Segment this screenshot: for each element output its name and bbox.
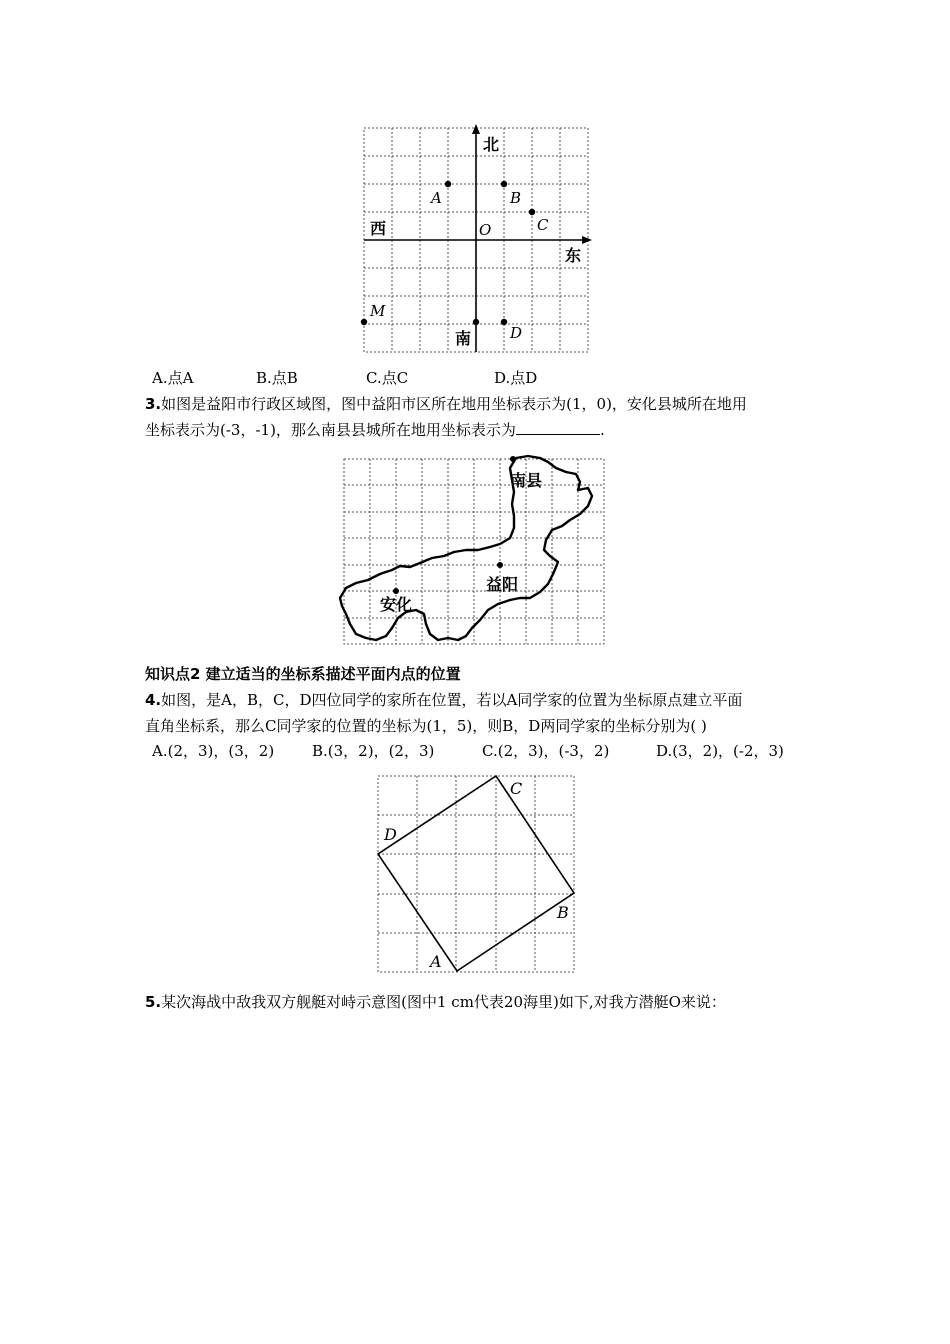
q3-line-1: 3.如图是益阳市行政区域图，图中益阳市区所在地用坐标表示为(1，0)，安化县城所在地用 [145,395,747,413]
answer-blank [516,419,600,435]
east-label: 东 [565,246,582,265]
anhua-label: 安化 [380,595,413,614]
q4-option-d: D.(3，2)，(-2，3) [656,742,784,760]
q2-option-d: D.点D [494,369,538,387]
q2-option-b: B.点B [256,369,298,387]
q4-option-c: C.(2，3)，(-3，2) [482,742,610,760]
point-c-label: C [537,216,549,234]
west-label: 西 [370,219,387,238]
yiyang-label: 益阳 [486,575,519,594]
point-b-label: B [510,189,522,207]
vertex-c-label: C [510,779,523,798]
q5-line: 5.某次海战中敌我双方舰艇对峙示意图(图中1 cm代表20海里)如下,对我方潜艇O来说： [145,993,726,1011]
nanxian-label: 南县 [510,471,543,490]
q4-line-1: 4.如图，是A，B，C，D四位同学的家所在位置，若以A同学家的位置为坐标原点建立平面 [145,691,743,709]
vertex-a-label: A [430,952,442,971]
vertex-d-label: D [384,825,397,844]
origin-label: O [479,221,492,239]
section-title: 知识点2 建立适当的坐标系描述平面内点的位置 [145,665,461,683]
q4-option-b: B.(3，2)，(2，3) [312,742,435,760]
q3-line-2: 坐标表示为(-3，-1)，那么南县县城所在地用坐标表示为 . [145,421,605,439]
q2-option-c: C.点C [366,369,409,387]
point-m-label: M [370,302,386,320]
north-label: 北 [483,135,500,154]
figure-compass-grid [355,120,595,360]
q4-line-2: 直角坐标系，那么C同学家的位置的坐标为(1，5)，则B，D两同学家的坐标分别为( ) [145,717,707,735]
q3-number: 3. [145,395,162,413]
point-d-label: D [510,324,523,342]
q4-number: 4. [145,691,162,709]
point-a-label: A [431,189,442,207]
q5-number: 5. [145,993,162,1011]
south-label: 南 [455,329,472,348]
q2-option-a: A.点A [152,369,194,387]
vertex-b-label: B [557,903,569,922]
figure-map-grid [332,452,612,652]
figure-square-grid [370,770,582,978]
q4-option-a: A.(2，3)，(3，2) [152,742,275,760]
